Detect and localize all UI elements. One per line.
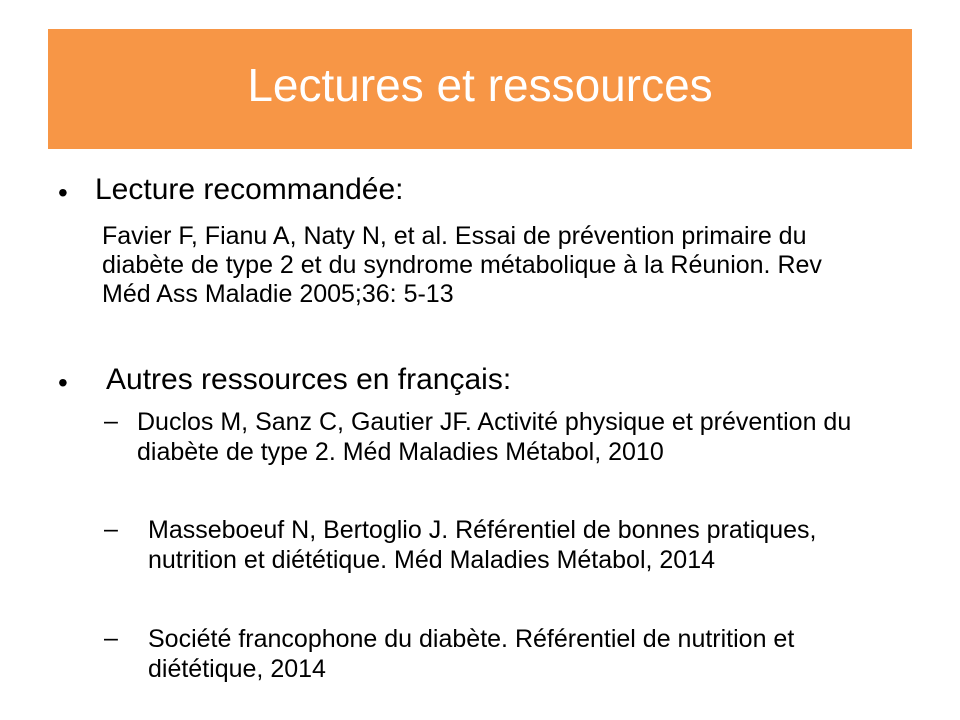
bullet-recommended: • — [58, 177, 68, 208]
section-label-recommended: Lecture recommandée: — [95, 173, 404, 206]
list-item-reference: Société francophone du diabète. Référentiel de nutrition et diététique, 2014 — [148, 625, 795, 683]
list-item-dash: – — [104, 624, 118, 652]
slide-title: Lectures et ressources — [247, 59, 713, 111]
list-item-reference: Masseboeuf N, Bertoglio J. Référentiel de bonnes pratiques, nutrition et diététique. Méd Maladies Métabol, 2014 — [148, 516, 817, 574]
list-item-dash: – — [104, 407, 118, 435]
bullet-other-resources: • — [58, 367, 68, 398]
list-item-dash: – — [104, 515, 118, 543]
recommended-reference: Favier F, Fianu A, Naty N, et al. Essai de prévention primaire du diabète de type 2 et du syndrome métabolique à la Réunion. Rev Méd Ass Maladie 2005;36: 5-13 — [102, 222, 822, 308]
section-label-other-resources: Autres ressources en français: — [106, 363, 512, 396]
list-item-reference: Duclos M, Sanz C, Gautier JF. Activité physique et prévention du diabète de type 2. Méd Maladies Métabol, 2010 — [137, 408, 852, 466]
